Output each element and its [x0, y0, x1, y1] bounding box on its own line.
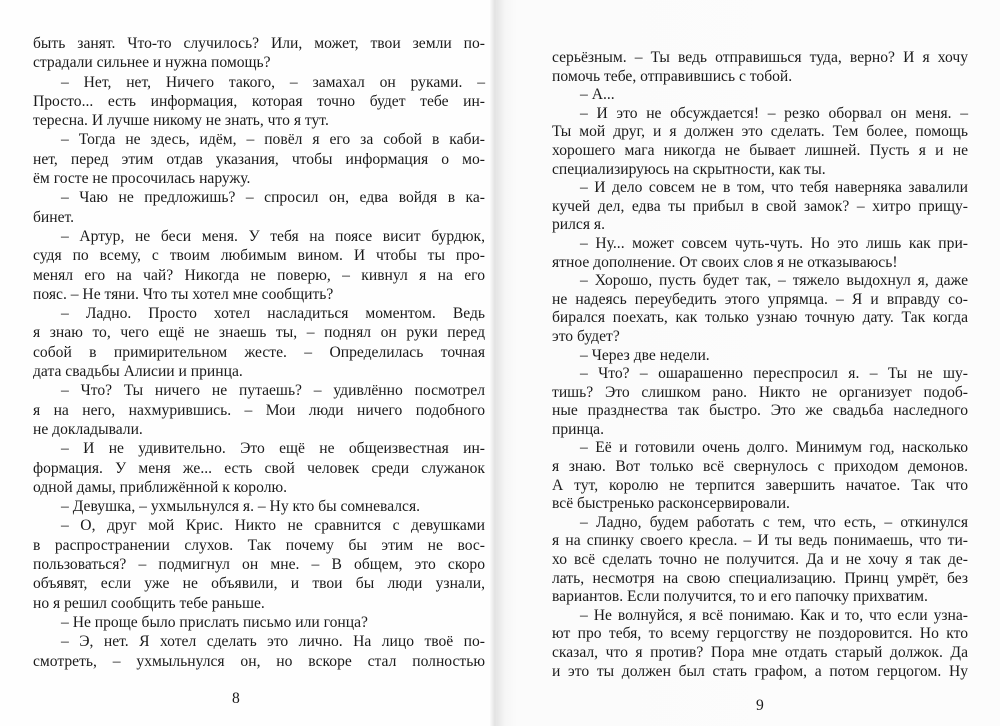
text-line: но я решил сообщить тебе раньше.	[33, 594, 265, 612]
left-page	[0, 0, 497, 726]
text-line: ём госте не просочилась наружу.	[33, 170, 251, 188]
text-line: ные празднества так быстро. Это же свадьба наследного	[552, 402, 968, 420]
text-line: хорошего мага никогда не бывает лишней. Пусть я и не	[552, 141, 968, 159]
text-line: это будет?	[552, 327, 620, 345]
text-line: я на него, нахмурившись. – Мои люди ничего подобного	[33, 401, 485, 419]
text-line: и это ты должен был стать графом, а потом герцогом. Ну	[552, 662, 968, 680]
text-line: тишь? Это слишком рано. Никто не организует подоб-	[552, 383, 968, 401]
text-line: я знаю то, чего ещё не знаешь ты, – поднял он руки перед	[33, 324, 485, 342]
text-line: одной дамы, приближённой к королю.	[33, 478, 288, 496]
right-page-text	[552, 49, 968, 681]
text-line: – И это не обсуждается! – резко оборвал он меня. –	[580, 104, 968, 122]
text-line: бинет.	[33, 208, 75, 226]
text-line: судя по всему, с твоим любимым вином. И чтобы ты про-	[33, 247, 485, 265]
text-line: тересна. И лучше никому не знать, что я тут.	[33, 112, 329, 130]
text-line: не докладывали.	[33, 420, 143, 438]
text-line: бирался поехать, как только узнаю точную дату. Так когда	[552, 309, 968, 327]
text-line: – Ладно, будем работать с тем, что есть, – откинулся	[580, 513, 968, 531]
text-line: я знаю. Вот только всё свернулось с приходом демонов.	[552, 458, 968, 476]
page-number-left: 8	[232, 690, 240, 707]
text-line: смотреть, – ухмыльнулся он, но вскоре стал полностью	[33, 652, 485, 670]
text-line: объявят, если уже не объявили, и твои бы люди узнали,	[33, 575, 485, 593]
text-line: формация. У меня же... есть свой человек среди служанок	[33, 459, 485, 477]
text-line: ятное дополнение. От своих слов я не отказываюсь!	[552, 253, 898, 271]
text-line: Ты мой друг, и я должен это сделать. Тем более, помощь	[552, 123, 968, 141]
text-line: не надеясь переубедить этого упрямца. – Я и вправду со-	[552, 290, 968, 308]
text-line: – Тогда не здесь, идём, – повёл я его за собой в каби-	[61, 131, 485, 149]
text-line: – Через две недели.	[580, 346, 710, 364]
text-line: – Хорошо, пусть будет так, – тяжело выдохнул я, даже	[580, 272, 968, 290]
text-line: – Чаю не предложишь? – спросил он, едва войдя в ка-	[61, 189, 485, 207]
text-line: рился я.	[552, 216, 605, 234]
text-line: А тут, королю не терпится завершить начатое. Так что	[552, 476, 968, 494]
text-line: – И не удивительно. Это ещё не общеизвестная ин-	[61, 440, 485, 458]
text-line: – Э, нет. Я хотел сделать это лично. На лицо твоё по-	[61, 633, 485, 651]
text-line: сказал, что я против? Пора мне отдать старый должок. Да	[552, 644, 968, 661]
text-line: кучей дел, едва ты прибыл в свой замок? – хитро прищу-	[552, 197, 968, 215]
text-line: Просто... есть информация, которая точно будет тебе ин-	[33, 92, 485, 110]
text-line: – И дело совсем не в том, что тебя наверняка завалили	[580, 179, 968, 197]
text-line: нет, перед этим отдав указания, чтобы информация о мо-	[33, 150, 485, 168]
text-line: в распространении слухов. Так почему бы этим не вос-	[33, 536, 485, 554]
text-line: – Артур, не беси меня. У тебя на поясе висит бурдюк,	[61, 227, 485, 245]
page-number-right: 9	[756, 697, 764, 714]
text-line: хо всё сделать точно не получится. Да и не хочу я так де-	[552, 551, 968, 569]
text-line: менял его на чай? Никогда не поверю, – кивнул я на его	[33, 266, 485, 284]
text-line: – Ну... может совсем чуть-чуть. Но это лишь как при-	[580, 234, 968, 252]
text-line: лать, несмотря на свою специализацию. Принц умрёт, без	[552, 569, 968, 587]
text-line: я на спинку своего кресла. – И ты ведь понимаешь, что ти-	[552, 532, 968, 550]
text-line: – О, друг мой Крис. Никто не сравнится с девушками	[61, 517, 485, 535]
text-line: вариантов. Если получится, то и его папочку прихватим.	[552, 588, 928, 606]
text-line: серьёзным. – Ты ведь отправишься туда, верно? И я хочу	[552, 49, 968, 66]
text-line: страдали сильнее и нужна помощь?	[33, 54, 271, 72]
text-line: собой в примирительном жесте. – Определилась точная	[33, 343, 485, 361]
text-line: принца.	[552, 420, 604, 438]
text-line: – Не проще было прислать письмо или гонца?	[61, 613, 368, 631]
text-line: дата свадьбы Алисии и принца.	[33, 363, 243, 381]
text-line: – Что? Ты ничего не путаешь? – удивлённо посмотрел	[61, 382, 485, 400]
text-line: – Нет, нет, Ничего такого, – замахал он руками. –	[61, 73, 485, 91]
text-line: – Ладно. Просто хотел насладиться моментом. Ведь	[61, 305, 485, 323]
text-line: ют про тебя, то всему герцогству не поздоровится. Но кто	[552, 625, 968, 643]
text-line: пользоваться? – подмигнул он мне. – В общем, это скоро	[33, 556, 485, 574]
text-line: быть занят. Что-то случилось? Или, может, твои земли по-	[33, 35, 485, 52]
text-line: помочь тебе, отправившись с тобой.	[552, 67, 793, 85]
text-line: – А...	[580, 86, 615, 104]
right-page	[497, 0, 1000, 726]
text-line: – Что? – ошарашенно переспросил я. – Ты не шу-	[580, 365, 968, 383]
text-line: специализируюсь на скрытности, как ты.	[552, 160, 826, 178]
text-line: – Девушка, – ухмыльнулся я. – Ну кто бы сомневался.	[61, 498, 421, 516]
text-line: всё быстренько расконсервировали.	[552, 495, 790, 513]
text-line: – Не волнуйся, я всё понимаю. Как и то, что если узна-	[580, 606, 968, 624]
text-line: пояс. – Не тяни. Что ты хотел мне сообщить?	[33, 285, 334, 303]
left-page-text	[33, 34, 485, 671]
text-line: – Её и готовили очень долго. Минимум год, насколько	[580, 439, 968, 457]
